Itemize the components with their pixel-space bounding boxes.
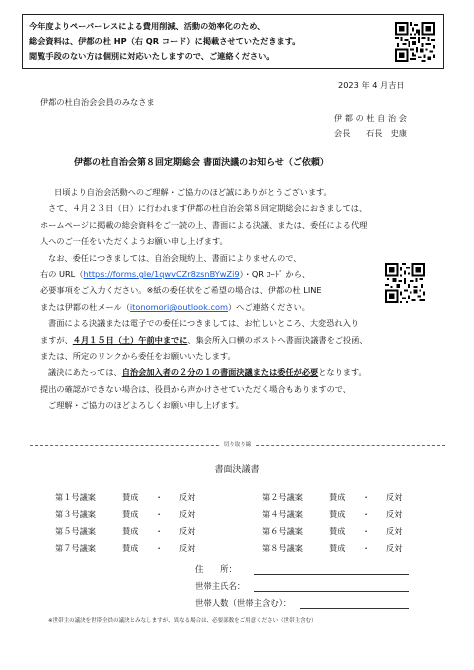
vote-row <box>262 492 432 504</box>
deadline-suffix: 、集会所入口横のポストへ書面決議書をご投函、 <box>187 334 368 345</box>
vote-row <box>262 526 432 538</box>
paragraph-quorum-2: 提出の確認ができない場合は、役員から声かけさせていただく場合もありますので、 <box>40 383 351 394</box>
separator: ・ <box>362 543 371 553</box>
oppose-option[interactable]: 反対 <box>386 492 403 502</box>
address-label: 住 所： <box>195 564 237 574</box>
page-title: 伊都の杜自治会第８回定期総会 書面決議のお知らせ（ご依頼） <box>74 158 329 168</box>
agenda-label: 第７号議案 <box>55 543 96 553</box>
agenda-label: 第２号議案 <box>262 492 303 502</box>
paragraph-greeting: 日頃より自治会活動へのご理解・ご協力のほど誠にありがとうございます。 <box>54 187 332 197</box>
paragraph-deadline-1: 書面による決議または電子での委任につきましては、お忙しいところ、大変恐れ入り <box>48 318 359 329</box>
agenda-label: 第８号議案 <box>262 543 303 553</box>
separator: ・ <box>155 526 164 536</box>
approve-option[interactable]: 賛成 <box>329 492 346 502</box>
address-field[interactable] <box>254 574 409 575</box>
paragraph-meeting-1: さて、４月２３日（日）に行われます伊都の杜自治会第８回定期総会におきましては、 <box>48 203 368 214</box>
oppose-option[interactable]: 反対 <box>386 526 403 536</box>
cut-line <box>30 440 445 450</box>
paragraph-closing: ご理解・ご協力のほどよろしくお願い申し上げます。 <box>48 400 244 411</box>
recipient: 伊都の杜自治会会員のみなさま <box>40 97 155 107</box>
oppose-option[interactable]: 反対 <box>179 509 196 519</box>
separator: ・ <box>155 492 164 502</box>
paragraph-quorum-1 <box>40 364 368 380</box>
agenda-label: 第５号議案 <box>55 526 96 536</box>
footnote: ※世帯主の議決を世帯全員の議決とみなしますが、異なる場合は、必要部数をご用意ください（世帯主含む） <box>48 618 317 624</box>
household-count-field[interactable] <box>300 608 409 609</box>
oppose-option[interactable]: 反対 <box>179 492 196 502</box>
issue-date: 2023 年 4 月吉日 <box>338 80 405 90</box>
vote-row <box>55 492 225 504</box>
vote-row <box>262 543 432 555</box>
cut-line-label: 切り取り線 <box>220 440 256 448</box>
notice-box <box>22 14 444 69</box>
separator: ・ <box>155 543 164 553</box>
mail-prefix: または伊都の杜メール（ <box>40 301 130 312</box>
approve-option[interactable]: 賛成 <box>122 543 139 553</box>
paragraph-proxy-3: 必要事項をご入力ください。※紙の委任状をご希望の場合は、伊都の杜 LINE <box>40 285 322 296</box>
forms-link[interactable]: https://forms.gle/1qwvCZr8zsnBYwZi9 <box>83 269 240 280</box>
agenda-label: 第４号議案 <box>262 509 303 519</box>
mail-suffix: ）へご連絡ください。 <box>227 301 310 312</box>
paragraph-deadline-2 <box>40 332 368 348</box>
vote-row <box>55 543 225 555</box>
paragraph-proxy-1: なお、委任につきましては、自治会規約上、書面によりませんので、 <box>48 252 302 263</box>
oppose-option[interactable]: 反対 <box>386 543 403 553</box>
url-suffix: ）・QR ｺｰﾄﾞ から、 <box>239 269 311 280</box>
paragraph-proxy-2 <box>40 266 368 282</box>
deadline-date: ４月１５日（土）午前中までに <box>72 334 188 345</box>
oppose-option[interactable]: 反対 <box>179 526 196 536</box>
approve-option[interactable]: 賛成 <box>122 492 139 502</box>
oppose-option[interactable]: 反対 <box>179 543 196 553</box>
body-text <box>40 184 368 414</box>
approve-option[interactable]: 賛成 <box>329 526 346 536</box>
separator: ・ <box>362 492 371 502</box>
separator: ・ <box>362 509 371 519</box>
paragraph-deadline-3: または、所定のリンクから委任をお願いいたします。 <box>40 351 236 362</box>
approve-option[interactable]: 賛成 <box>122 509 139 519</box>
quorum-suffix: となります。 <box>318 367 367 378</box>
deadline-prefix: ますが、 <box>40 334 73 345</box>
email-link[interactable]: itonomori@outlook.com <box>129 301 228 312</box>
approve-option[interactable]: 賛成 <box>122 526 139 536</box>
agenda-label: 第３号議案 <box>55 509 96 519</box>
qr-code-icon[interactable] <box>395 22 435 62</box>
vote-row <box>55 526 225 538</box>
vote-row <box>262 509 432 521</box>
sender-org: 伊 都 の 杜 自 治 会 <box>334 113 407 123</box>
url-prefix: 右の URL（ <box>40 269 84 280</box>
oppose-option[interactable]: 反対 <box>386 509 403 519</box>
agenda-label: 第１号議案 <box>55 492 96 502</box>
separator: ・ <box>362 526 371 536</box>
vote-row <box>55 509 225 521</box>
quorum-prefix: 議決にあたっては、 <box>48 367 122 378</box>
paragraph-meeting-2: ホームページに掲載の総会資料をご一読の上、書面による決議、または、委任による代理 <box>40 219 368 230</box>
sender-name: 石長 史康 <box>366 128 407 138</box>
qr-code-icon[interactable] <box>385 263 425 303</box>
sender-role: 会長 <box>334 128 351 138</box>
form-title: 書面決議書 <box>214 465 260 475</box>
notice-line-3: 閲覧手段のない方は個別に対応いたしますので、ご連絡ください。 <box>29 51 275 61</box>
quorum-requirement: 自治会加入者の２分の１の書面決議または委任が必要 <box>121 367 319 378</box>
separator: ・ <box>155 509 164 519</box>
notice-line-2: 総会資料は、伊都の杜 HP（右 QR コード）に掲載させていただきます。 <box>29 36 301 46</box>
head-name-label: 世帯主氏名： <box>195 581 246 591</box>
agenda-label: 第６号議案 <box>262 526 303 536</box>
approve-option[interactable]: 賛成 <box>329 543 346 553</box>
head-name-field[interactable] <box>254 591 409 592</box>
notice-line-1: 今年度よりペーパーレスによる費用削減、活動の効率化のため、 <box>29 21 266 31</box>
paragraph-proxy-4 <box>40 299 368 315</box>
household-count-label: 世帯人数（世帯主含む）： <box>195 598 292 608</box>
approve-option[interactable]: 賛成 <box>329 509 346 519</box>
paragraph-meeting-3: 人へのご一任をいただくようお願い申し上げます。 <box>40 236 228 247</box>
